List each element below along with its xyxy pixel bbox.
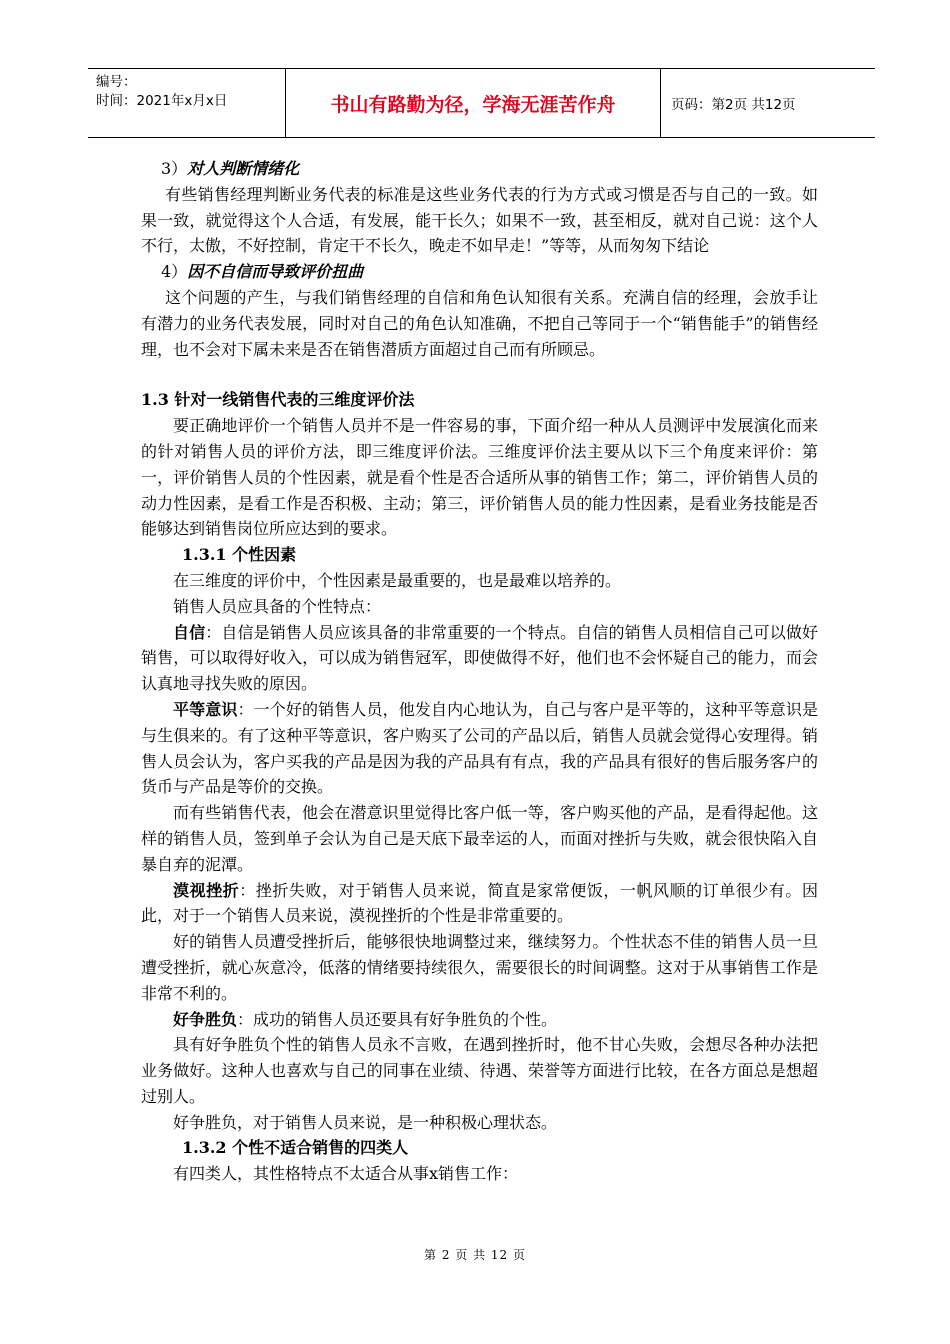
equality-paragraph	[141, 697, 818, 800]
confidence-text: ：自信是销售人员应该具备的非常重要的一个特点。自信的销售人员相信自己可以做好销售，可以取得好收入，可以成为销售冠军，即使做得不好，他们也不会怀疑自己的能力，而会认真地寻找失败的原因。	[141, 622, 818, 694]
item-3-number: 3）	[161, 159, 188, 178]
item-3-title: 对人判断情绪化	[187, 159, 300, 178]
subsection-1-title: 1.3.1 个性因素	[182, 545, 297, 565]
compete-paragraph	[141, 1007, 818, 1033]
setback-term: 漠视挫折	[173, 880, 240, 900]
item-4-heading	[141, 259, 818, 285]
subsection-2-title: 1.3.2 个性不适合销售的四类人	[182, 1138, 409, 1158]
item-4-title: 因不自信而导致评价扭曲	[187, 262, 364, 282]
compete-text: ：成功的销售人员还要具有好争胜负的个性。	[237, 1009, 558, 1029]
section-title: 1.3 针对一线销售代表的三维度评价法	[141, 390, 415, 410]
recover-paragraph: 好的销售人员遭受挫折后，能够很快地调整过来，继续努力。个性状态不佳的销售人员一旦遭受挫折，就心灰意冷，低落的情绪要持续很久，需要很长的时间调整。这对于从事销售工作是非常不利的。	[141, 932, 818, 1003]
document-body	[141, 156, 818, 1187]
setback-paragraph	[141, 878, 818, 930]
compete-term: 好争胜负	[173, 1009, 238, 1029]
time-label: 时间：2021年x月x日	[96, 93, 228, 109]
inferior-paragraph: 而有些销售代表，他会在潜意识里觉得比客户低一等，客户购买他的产品，是看得起他。这样的销售人员，签到单子会认为自己是天底下最幸运的人，而面对挫折与失败，就会很快陷入自暴自弃的泥潭。	[141, 803, 818, 874]
equality-text: ：一个好的销售人员，他发自内心地认为，自己与客户是平等的，这种平等意识是与生俱来的。有了这种平等意识，客户购买了公司的产品以后，销售人员就会觉得心安理得。销售人员会认为，客户买我的产品是因为我的产品具有有点，我的产品具有很好的售后服务客户的货币与产品是等价的交换。	[141, 699, 818, 797]
confidence-term: 自信	[173, 622, 206, 642]
header-info-cell	[88, 69, 286, 137]
item-3-heading	[141, 156, 818, 182]
page-label: 页码：第2页 共12页	[671, 97, 796, 113]
page-footer: 第 2 页 共 12 页	[424, 1248, 526, 1262]
setback-text: ：挫折失败，对于销售人员来说，简直是家常便饭，一帆风顺的订单很少有。因此，对于一个销售人员来说，漠视挫折的个性是非常重要的。	[141, 880, 818, 926]
compete-paragraph-3: 好争胜负，对于销售人员来说，是一种积极心理状态。	[173, 1112, 558, 1132]
confidence-paragraph	[141, 620, 818, 697]
subsection-1-paragraph-2: 销售人员应具备的个性特点：	[173, 596, 382, 616]
subsection-2-paragraph-1: 有四类人，其性格特点不太适合从事x销售工作：	[173, 1164, 519, 1184]
header-motto-cell	[286, 69, 661, 137]
document-header	[88, 68, 875, 138]
section-intro-paragraph: 要正确地评价一个销售人员并不是一件容易的事，下面介绍一种从人员测评中发展演化而来的针对销售人员的评价方法，即三维度评价法。三维度评价法主要从以下三个角度来评价：第一，评价销售人员的个性因素，就是看个性是否合适所从事的销售工作；第二，评价销售人员的动力性因素，是看工作是否积极、主动；第三，评价销售人员的能力性因素，是看业务技能是否能够达到销售岗位所应达到的要求。	[141, 416, 818, 539]
item-4-paragraph: 这个问题的产生，与我们销售经理的自信和角色认知很有关系。充满自信的经理，会放手让有潜力的业务代表发展，同时对自己的角色认知准确，不把自己等同于一个“销售能手”的销售经理，也不会对下属未来是否在销售潜质方面超过自己而有所顾忌。	[141, 287, 818, 359]
motto-text: 书山有路勤为径，学海无涯苦作舟	[330, 93, 616, 116]
spacer	[141, 362, 818, 387]
equality-term: 平等意识	[173, 699, 238, 719]
number-label: 编号：	[96, 74, 137, 90]
compete-paragraph-2: 具有好争胜负个性的销售人员永不言败，在遇到挫折时，他不甘心失败，会想尽各种办法把业务做好。这种人也喜欢与自己的同事在业绩、待遇、荣誉等方面进行比较，在各方面总是想超过别人。	[141, 1035, 818, 1106]
subsection-1-paragraph-1: 在三维度的评价中，个性因素是最重要的，也是最难以培养的。	[173, 570, 622, 590]
item-3-paragraph: 有些销售经理判断业务代表的标准是这些业务代表的行为方式或习惯是否与自己的一致。如果一致，就觉得这个人合适，有发展，能干长久；如果不一致，甚至相反，就对自己说：这个人不行，太傲，不好控制，肯定干不长久，晚走不如早走！”等等，从而匆匆下结论	[141, 184, 818, 256]
item-4-number: 4）	[161, 262, 188, 282]
header-page-cell	[661, 69, 875, 137]
